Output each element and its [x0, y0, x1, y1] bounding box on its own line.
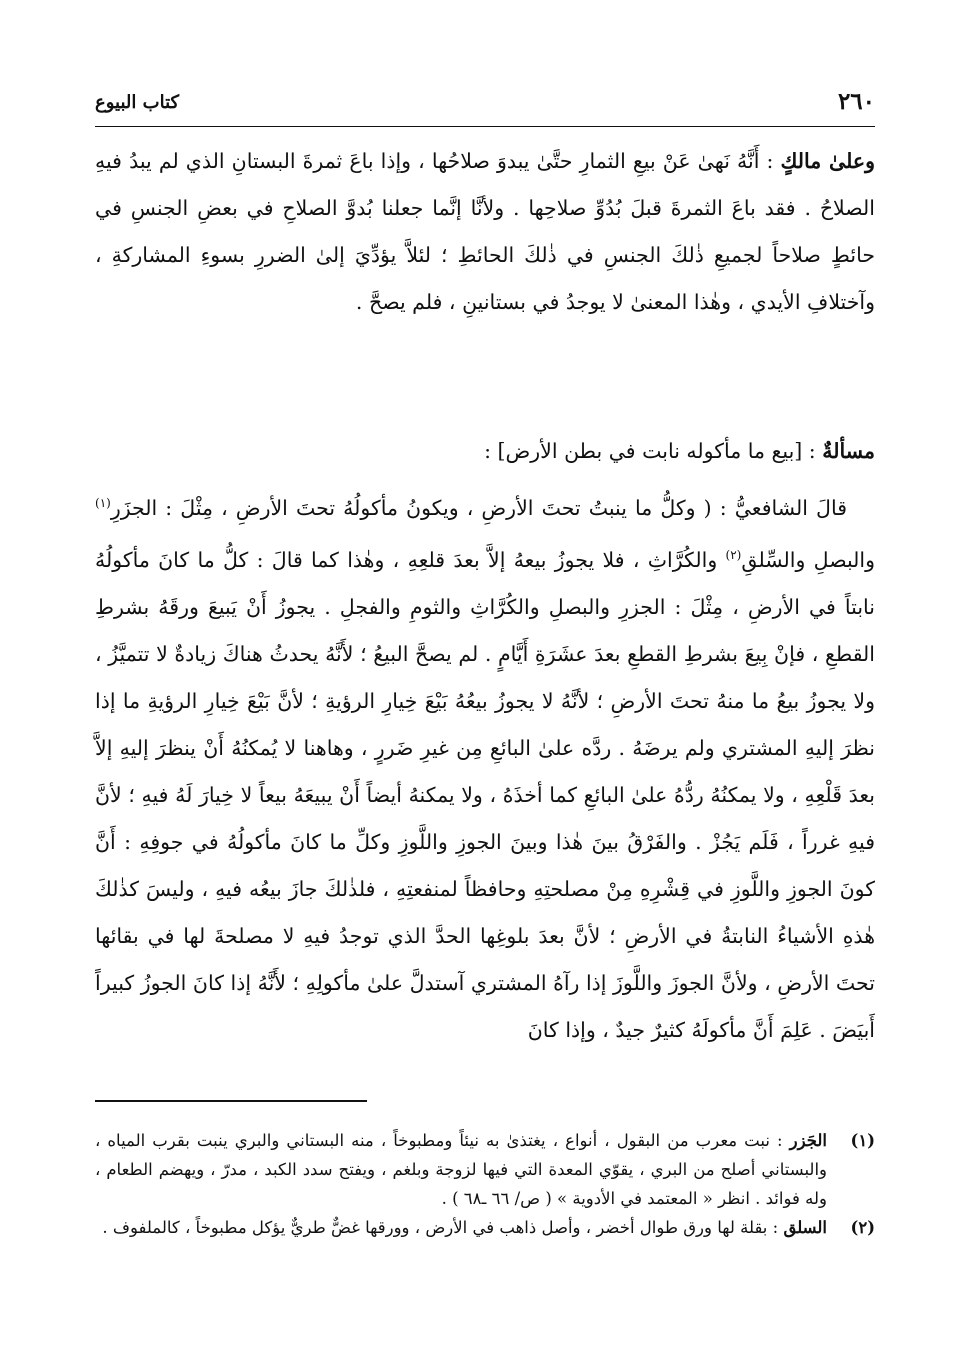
paragraph-lead: وعلىٰ مالكٍ	[780, 149, 875, 173]
footnote-term: الجَزر	[789, 1131, 827, 1150]
footnote-separator	[95, 1100, 367, 1102]
paragraph-shafii	[95, 480, 875, 1054]
footnote-ref-1[interactable]: (١)	[95, 496, 111, 510]
paragraph-malik	[95, 138, 875, 326]
footnote-2	[95, 1213, 875, 1242]
paragraph-text-part1: قالَ الشافعيُّ : ( وكلُّ ما ينبتُ تحتَ الأرضِ ، ويكونُ مأكولُهُ تحتَ الأرضِ ، مِثْلَ : الجزَرِ	[110, 495, 847, 520]
footnote-1	[95, 1126, 875, 1213]
footnote-term: السلق	[783, 1218, 827, 1237]
page-header	[95, 86, 875, 127]
footnote-body	[95, 1126, 827, 1213]
footnote-text: : نبت معرب من البقول ، أنواع ، يغتذىٰ به نيئاً ومطبوخاً ، منه البستاني والبري ينبت بقرب المياه ، والبستاني أصلح من البري ، يقوّي المعدة التي فيها لزوجة وبلغم ، ويفتح سدد الكبد ، مدرّ ، ويهضم الطعام ، وله فوائد . انظر « المعتمد في الأدوية » ( ص/ ٦٦ ـ٦٨ ) .	[95, 1131, 827, 1208]
masala-label: مسألةٌ	[822, 439, 875, 463]
footnote-ref-2[interactable]: (٢)	[725, 547, 742, 562]
footnote-body	[95, 1213, 827, 1242]
paragraph-text: : أَنَّهُ نَهىٰ عَنْ بيعِ الثمارِ حتَّىٰ يبدوَ صلاحُها ، وإذا باعَ ثمرةَ البستانِ الذي لم يبدُ فيهِ الصلاحُ . فقد باعَ الثمرةَ قبلَ بُدُوِّ صلاحِها . ولأنَّا إنَّما جعلنا بُدوَّ الصلاحِ في بعضِ الجنسِ في حائطٍ صلاحاً لجميعِ ذٰلكَ الجنسِ في ذٰلكَ الحائطِ ؛ لئلاَّ يؤدِّيَ إلىٰ الضررِ بسوءِ المشاركةِ ، وآختلافِ الأيدي ، وهٰذا المعنىٰ لا يوجدُ في بستانينِ ، فلم يصحَّ .	[95, 149, 875, 314]
masala-heading	[95, 428, 875, 475]
footnote-text: : بقلة لها ورق طوال أخضر ، وأصل ذاهب في الأرض ، وورقها غضٌّ طريٌّ يؤكل مطبوخاً ، كالملفوف .	[102, 1218, 784, 1237]
page-number: ٢٦٠	[837, 88, 875, 115]
footnotes	[95, 1126, 875, 1242]
masala-title: : [بيع ما مأكوله نابت في بطن الأرض] :	[484, 439, 823, 463]
footnote-number: (٢)	[850, 1218, 875, 1237]
running-title: كتاب البيوع	[95, 92, 180, 113]
footnote-number: (١)	[850, 1131, 875, 1150]
paragraph-text-part3: والكُرَّاثِ ، فلا يجوزُ بيعهُ إلاَّ بعدَ قلعِهِ ، وهٰذا كما قالَ : كلُّ ما كانَ مأكولُهُ نابتاً في الأرضِ ، مِثْلَ : الجزرِ والبصلِ والكُرَّاثِ والثومِ والفجلِ . يجوزُ أَنْ يَبيعَ ورقَهُ بشرطِ القطعِ ، فإنْ بِيعَ بشرطِ القطعِ بعدَ عشَرَةِ أَيَّامٍ . لم يصحَّ البيعُ ؛ لأَنَّهُ يحدثُ هناكَ زيادةٌ لا تتميَّزُ ، ولا يجوزُ بيعُ ما منهُ تحتَ الأرضِ ؛ لأنَّهُ لا يجوزُ بيعُهُ بَيْعَ خِيارِ الرؤيةِ ؛ لأنَّ بَيْعَ خِيارِ الرؤيةِ ما إذا نظرَ إليهِ المشتري ولم يرضَهُ . ردَّه علىٰ البائعِ مِن غيرِ ضَررٍ ، وهاهنا لا يُمكنُهُ أَنْ ينظرَ إليهِ إلاَّ بعدَ قَلْعِهِ ، ولا يمكنُهُ ردُّهُ علىٰ البائعِ كما أخذَهُ ، ولا يمكنهُ أيضاً أَنْ يبيعَهُ بيعاً لا خِيارَ لَهُ فيهِ ؛ لأنَّ فيهِ غرراً ، فَلَم يَجُزْ . والفَرْقُ بينَ هٰذا وبينَ الجوزِ واللَّوزِ وكلِّ ما كانَ مأكولُهُ في جوفِهِ : أَنَّ كونَ الجوزِ واللَّوزِ في قِشْرِهِ مِنْ مصلحتِهِ وحافظاً لمنفعتِهِ ، فلذٰلكَ جازَ بيعُه فيهِ ، وليسَ كذٰلكَ هٰذهِ الأشياءُ النابتةُ في الأرضِ ؛ لأنَّ بعدَ بلوغِها الحدَّ الذي توجدُ فيهِ لا مصلحةَ لها في بقائها تحتَ الأرضِ ، ولأنَّ الجوزَ واللَّوزَ إذا رآهُ المشتري آستدلَّ علىٰ مأكولِهِ ؛ لأَنَّهُ إذا كانَ الجوزُ كبيراً أَبيَضَ . عَلِمَ أَنَّ مأكولَهُ كثيرٌ جيدٌ ، وإذا كانَ	[95, 547, 875, 1042]
paragraph-text-part2: والبصلِ والسِّلقِ	[741, 547, 876, 572]
